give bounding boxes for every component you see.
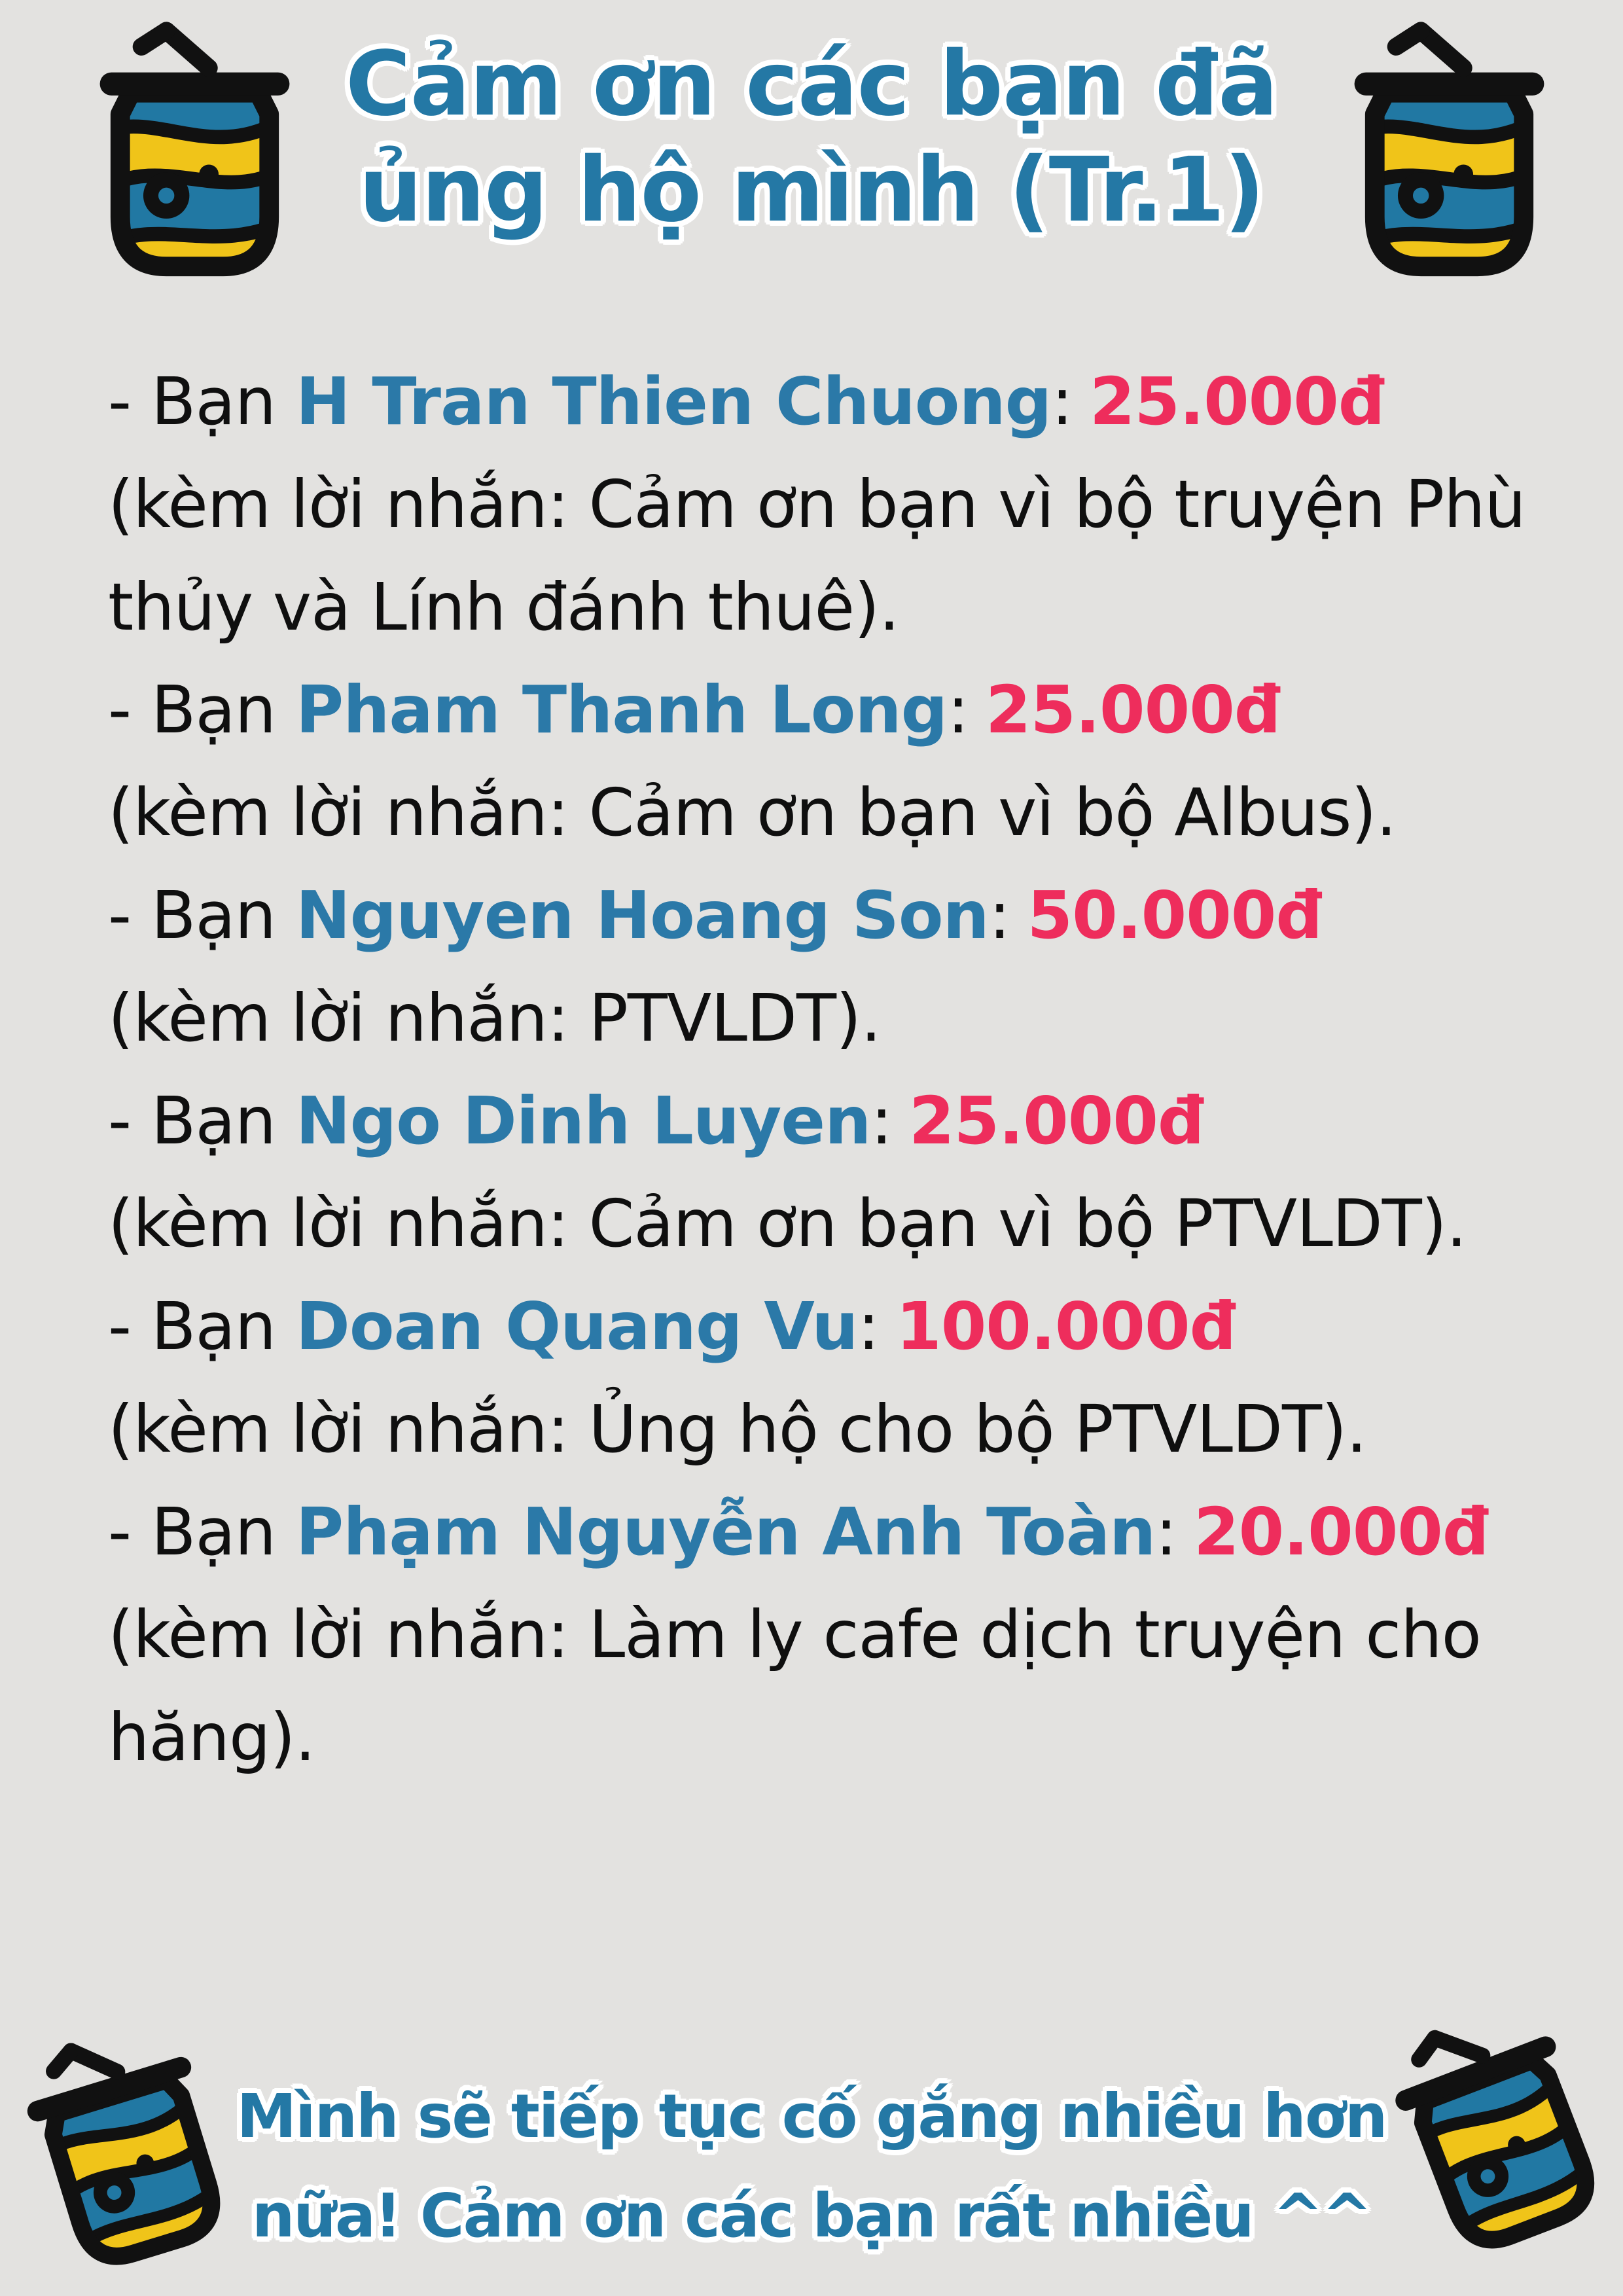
page-title-line2: ủng hộ mình (Tr.1) [359, 139, 1264, 242]
note-text: PTVLDT [588, 980, 836, 1056]
note-suffix: ). [270, 1699, 315, 1776]
donor-colon: : [988, 877, 1010, 954]
note-text: Cảm ơn bạn vì bộ Albus [588, 774, 1351, 851]
donor-entry [108, 1275, 1548, 1480]
donor-line [108, 1275, 1548, 1378]
donor-note [108, 1378, 1548, 1480]
donor-entry [108, 864, 1548, 1069]
donor-colon: : [870, 1083, 893, 1159]
donor-prefix: - Bạn [108, 877, 296, 954]
donor-line [108, 1069, 1548, 1172]
page-title [308, 31, 1315, 243]
note-prefix: (kèm lời nhắn: [108, 774, 589, 851]
footer-line2: nữa! Cảm ơn các bạn rất nhiều ^^ [251, 2181, 1371, 2251]
donor-line [108, 350, 1548, 453]
note-text: Cảm ơn bạn vì bộ PTVLDT [588, 1185, 1421, 1262]
donor-amount: 20.000đ [1193, 1494, 1489, 1570]
footer-line1: Mình sẽ tiếp tục cố gắng nhiều hơn [236, 2081, 1387, 2151]
note-prefix: (kèm lời nhắn: [108, 1596, 589, 1673]
donor-line [108, 1480, 1548, 1583]
donor-colon: : [1051, 363, 1073, 440]
note-suffix: ). [854, 569, 899, 645]
note-prefix: (kèm lời nhắn: [108, 1391, 589, 1467]
donor-note [108, 453, 1548, 658]
donor-entry [108, 350, 1548, 658]
note-suffix: ). [1351, 774, 1397, 851]
note-suffix: ). [1421, 1185, 1467, 1262]
donor-name: Phạm Nguyễn Anh Toàn [295, 1494, 1156, 1570]
note-prefix: (kèm lời nhắn: [108, 1185, 589, 1262]
note-text: Làm ly cafe dịch truyện cho hăng [108, 1596, 1481, 1776]
page-title-line1: Cảm ơn các bạn đã [345, 33, 1277, 136]
donor-note [108, 1172, 1548, 1275]
donor-note [108, 1583, 1548, 1789]
donor-amount: 50.000đ [1027, 877, 1322, 954]
donor-name: Ngo Dinh Luyen [295, 1083, 871, 1159]
note-suffix: ). [836, 980, 881, 1056]
donor-colon: : [947, 672, 969, 748]
donor-entry [108, 1480, 1548, 1789]
donor-amount: 100.000đ [896, 1288, 1236, 1365]
donor-amount: 25.000đ [1089, 363, 1385, 440]
donor-amount: 25.000đ [909, 1083, 1204, 1159]
donor-line [108, 864, 1548, 967]
soda-can-icon [88, 18, 301, 284]
donor-list [108, 350, 1548, 1789]
donor-colon: : [1155, 1494, 1177, 1570]
soda-can-icon [1343, 18, 1556, 284]
note-prefix: (kèm lời nhắn: [108, 980, 589, 1056]
donor-name: Doan Quang Vu [295, 1288, 858, 1365]
donor-amount: 25.000đ [985, 672, 1281, 748]
donor-note [108, 967, 1548, 1069]
donor-colon: : [857, 1288, 880, 1365]
donor-prefix: - Bạn [108, 1083, 296, 1159]
donor-entry [108, 658, 1548, 864]
donor-line [108, 658, 1548, 761]
donor-prefix: - Bạn [108, 363, 296, 440]
note-text: Ủng hộ cho bộ PTVLDT [588, 1391, 1322, 1467]
donor-entry [108, 1069, 1548, 1275]
note-prefix: (kèm lời nhắn: [108, 466, 589, 543]
donor-prefix: - Bạn [108, 672, 296, 748]
donor-name: Pham Thanh Long [295, 672, 948, 748]
donor-prefix: - Bạn [108, 1494, 296, 1570]
donor-name: Nguyen Hoang Son [295, 877, 989, 954]
note-text: Cảm ơn bạn vì bộ truyện Phù thủy và Lính đánh thuê [108, 466, 1525, 645]
footer-message [177, 2067, 1446, 2266]
note-suffix: ). [1321, 1391, 1366, 1467]
donor-note [108, 761, 1548, 864]
donor-prefix: - Bạn [108, 1288, 296, 1365]
donor-name: H Tran Thien Chuong [295, 363, 1052, 440]
